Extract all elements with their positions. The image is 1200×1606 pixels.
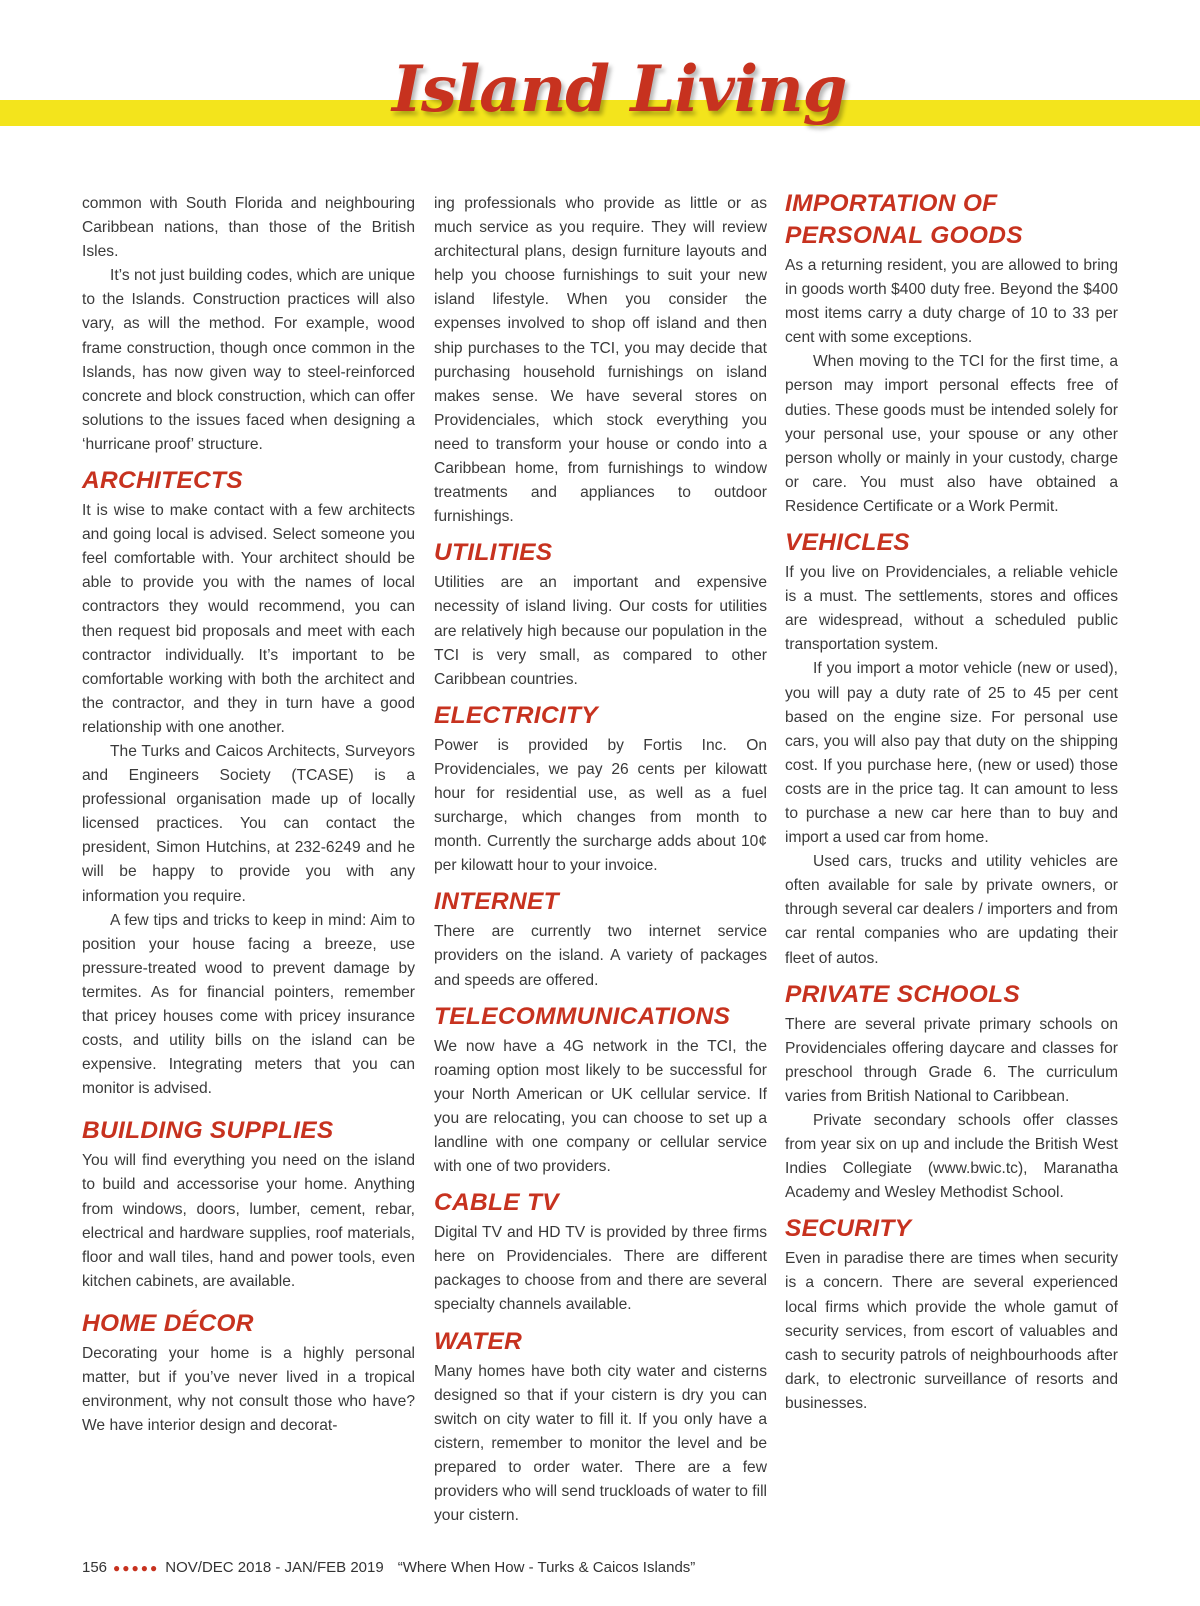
page-footer <box>82 1556 695 1580</box>
paragraph: There are currently two internet service providers on the island. A variety of packages and speeds are offered. <box>434 923 767 989</box>
footer-dots: ●●●●● <box>113 1561 160 1575</box>
paragraph: Decorating your home is a highly personal matter, but if you’ve never lived in a tropical environment, why not consult those who have? We have interior design and decorat- <box>82 1344 415 1435</box>
paragraph: ing professionals who provide as little or as much service as you require. They will review architectural plans, design furniture layouts and help you choose furnishings to suit your new island lifestyle. When you consider the expenses involved to shop off island and then ship purchases to the TCI, you may decide that purchasing household furnishings on island makes sense. We have several stores on Providenciales, which stock everything you need to transform your house or condo into a Caribbean home, from furnishings to window treatments and appliances to outdoor furnishings. <box>434 195 767 526</box>
paragraph: You will find everything you need on the island to build and accessorise your home. Anything from windows, doors, lumber, cement, rebar, electrical and hardware supplies, roof materials, floor and wall tiles, hand and power tools, even kitchen cabinets, are available. <box>82 1152 415 1290</box>
paragraph: A few tips and tricks to keep in mind: Aim to position your house facing a breeze, use pressure-treated wood to prevent damage by termites. As for financial pointers, remember that pricey houses come with pricey insurance costs, and utility bills on the island can be expensive. Integrating meters that you can monitor is advised. <box>82 911 415 1098</box>
heading-telecommunications: TELECOMMUNICATIONS <box>434 1002 731 1030</box>
paragraph: There are several private primary schools on Providenciales offering daycare and classes for preschool through Grade 6. The curriculum varies from British National to Caribbean. <box>785 1015 1118 1105</box>
heading-internet: INTERNET <box>434 888 559 916</box>
paragraph: Utilities are an important and expensive necessity of island living. Our costs for utilities are relatively high because our population in the TCI is very small, as compared to other Caribbean countries. <box>434 574 767 688</box>
paragraph: common with South Florida and neighbouring Caribbean nations, than those of the British Isles. <box>82 195 415 261</box>
heading-architects: ARCHITECTS <box>82 467 243 495</box>
heading-importation: IMPORTATION OF PERSONAL GOODS <box>785 190 1023 249</box>
page-number: 156 <box>82 1559 108 1576</box>
paragraph: The Turks and Caicos Architects, Surveyors and Engineers Society (TCASE) is a professional organisation made up of locally licensed practices. You can contact the president, Simon Hutchins, at 232-6249 and he will be happy to provide you with any information you require. <box>82 742 415 905</box>
paragraph: If you import a motor vehicle (new or used), you will pay a duty rate of 25 to 45 per cent based on the engine size. For personal use cars, you will also pay that duty on the shipping cost. If you purchase here, (new or used) those costs are in the price tag. It can amount to less to purchase a new car here than to buy and import a used car from home. <box>785 660 1118 847</box>
heading-vehicles: VEHICLES <box>785 529 910 557</box>
heading-home-decor: HOME DÉCOR <box>82 1309 254 1337</box>
column-3 <box>785 192 1118 1416</box>
column-1 <box>82 192 415 1438</box>
section-title: Island Living <box>392 52 847 127</box>
paragraph: Power is provided by Fortis Inc. On Providenciales, we pay 26 cents per kilowatt hour for residential use, as well as a fuel surcharge, which changes from month to month. Currently the surcharge adds about 10¢ per kilowatt hour to your invoice. <box>434 736 767 875</box>
paragraph: Digital TV and HD TV is provided by three firms here on Providenciales. There are different packages to choose from and there are several specialty channels available. <box>434 1224 767 1314</box>
heading-security: SECURITY <box>785 1215 912 1243</box>
heading-building-supplies: BUILDING SUPPLIES <box>82 1117 334 1145</box>
heading-water: WATER <box>434 1327 523 1355</box>
heading-cable-tv: CABLE TV <box>434 1189 559 1217</box>
paragraph: Used cars, trucks and utility vehicles are often available for sale by private owners, or through several car dealers / importers and from car rental companies who are updating their fleet of autos. <box>785 853 1118 967</box>
paragraph: When moving to the TCI for the first time, a person may import personal effects free of duties. These goods must be intended solely for your personal use, your spouse or any other person wholly or mainly in your custody, charge or care. You must also have obtained a Residence Certificate or a Work Permit. <box>785 353 1118 515</box>
heading-utilities: UTILITIES <box>434 539 553 567</box>
heading-electricity: ELECTRICITY <box>434 701 598 729</box>
paragraph: Even in paradise there are times when security is a concern. There are several experienced local firms which provide the whole gamut of security services, from escort of valuables and cash to security patrols of neighbourhoods after dark, to electronic surveillance of resorts and businesses. <box>785 1250 1118 1412</box>
paragraph: If you live on Providenciales, a reliable vehicle is a must. The settlements, stores and offices are widespread, without a scheduled public transportation system. <box>785 564 1118 654</box>
column-2 <box>434 192 767 1528</box>
paragraph: Private secondary schools offer classes from year six on up and include the British West Indies Collegiate (www.bwic.tc), Maranatha Academy and Wesley Methodist School. <box>785 1112 1118 1202</box>
paragraph: It’s not just building codes, which are unique to the Islands. Construction practices will also vary, as will the method. For example, wood frame construction, though once common in the Islands, has now given way to steel-reinforced concrete and block construction, which can offer solutions to the issues faced when designing a ‘hurricane proof’ structure. <box>82 267 415 453</box>
publication-name: “Where When How - Turks & Caicos Islands” <box>397 1559 696 1576</box>
paragraph: It is wise to make contact with a few architects and going local is advised. Select someone you feel comfortable with. Your architect should be able to provide you with the names of local contractors they would recommend, you can then request bid proposals and meet with each contractor individually. It’s important to be comfortable working with both the architect and the contractor, and they in turn have a good relationship with one another. <box>82 502 415 736</box>
paragraph: We now have a 4G network in the TCI, the roaming option most likely to be successful for your North American or UK cellular service. If you are relocating, you can choose to set up a landline with one company or cellular service with one of two providers. <box>434 1037 767 1176</box>
paragraph: Many homes have both city water and cisterns designed so that if your cistern is dry you can switch on city water to fill it. If you only have a cistern, remember to monitor the level and be prepared to order water. There are a few providers who will send truckloads of water to fill your cistern. <box>434 1362 767 1525</box>
issue-date: NOV/DEC 2018 - JAN/FEB 2019 <box>165 1559 384 1576</box>
paragraph: As a returning resident, you are allowed to bring in goods worth $400 duty free. Beyond the $400 most items carry a duty charge of 10 to 33 per cent with some exceptions. <box>785 257 1118 347</box>
heading-private-schools: PRIVATE SCHOOLS <box>785 980 1021 1008</box>
